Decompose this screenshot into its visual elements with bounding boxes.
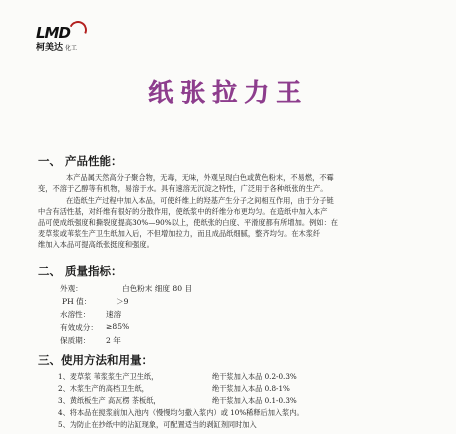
usage-item-text: 4、将本品在搅浆前加入池内（慢慢均匀撒入浆内）或 10%稀释后加入浆内。: [58, 408, 304, 417]
quality-row: [60, 283, 193, 294]
quality-row: [60, 322, 130, 333]
usage-item-text: 1、麦草浆 苇浆浆生产卫生纸，: [58, 372, 159, 381]
performance-p2-line2: 中含有活性基，对纤维有很好的分散作用，使纸浆中的纤维分布更均匀。在造纸中加入本产: [38, 207, 328, 216]
logo-company-name: 柯美达: [36, 43, 64, 53]
quality-value: 速溶: [106, 310, 122, 319]
usage-item-text: 5、为防止在抄纸中的沾缸现象，可配置适当的剥缸剂同时加入: [58, 420, 257, 429]
section-heading-usage: 三、使用方法和用量：: [38, 353, 153, 367]
quality-row: [60, 335, 121, 346]
quality-label: 有效成分：: [60, 323, 98, 332]
quality-label: 保质期：: [60, 336, 91, 345]
section-heading-quality: 二、 质量指标：: [38, 264, 123, 278]
usage-item-note: 绝干浆加入本品 0.2-0.3%: [212, 372, 297, 381]
logo-company-suffix: 化工: [65, 45, 78, 52]
quality-value: 2 年: [106, 336, 121, 345]
performance-p2-line1: 在造纸生产过程中加入本品，可使纤维上的羟基产生分子之间相互作用，由于分子链: [66, 196, 334, 205]
quality-label: 外观：: [60, 284, 83, 293]
quality-value: ≥85%: [106, 322, 130, 331]
quality-value: ＞9: [116, 297, 129, 306]
company-logo: [26, 24, 126, 53]
performance-p1-line1: 本产品属天然高分子聚合物，无毒，无味，外观呈现白色或黄色粉末，不易燃，不霉: [66, 173, 334, 182]
performance-p1-line2: 变，不溶于乙醇等有机物，易溶于水。具有速溶无沉淀之特性，广泛用于各种纸张的生产。: [38, 184, 328, 193]
performance-p2-line4: 麦草浆或苇浆生产卫生纸加入后，不但增加拉力，而且成品纸细腻，整齐均匀。在木浆纤: [38, 229, 321, 238]
usage-item-note: 绝干浆加入本品 0.8-1%: [212, 384, 290, 393]
usage-item: [58, 408, 304, 418]
logo-name: [36, 40, 77, 53]
page-title: 纸张拉力王: [147, 78, 308, 107]
performance-p2-line5: 维加入本品可提高纸张挺度和强度。: [38, 240, 154, 249]
quality-value: 白色粉末 细度 80 目: [122, 284, 193, 293]
performance-p2-line3: 品可使成纸强度和撕裂度提高30%—90%以上，使纸张的白度、平滑度都有所增加。例如：在: [38, 218, 339, 227]
section-heading-performance: 一、 产品性能：: [38, 154, 123, 168]
usage-item: [58, 396, 297, 406]
usage-item-text: 3、黄纸板生产 高瓦楞 茶板纸，: [58, 396, 161, 405]
usage-item: [58, 420, 257, 430]
usage-item: [58, 384, 290, 394]
usage-item-note: 绝干浆加入本品 0.1-0.3%: [212, 396, 297, 405]
logo-mark-text: LMD: [36, 24, 70, 42]
usage-item-text: 2、木浆生产的高档卫生纸，: [58, 384, 149, 393]
quality-label: 水溶性：: [60, 310, 91, 319]
quality-label: PH 值：: [62, 297, 92, 306]
quality-row: [62, 296, 129, 307]
quality-row: [60, 309, 122, 320]
usage-item: [58, 372, 297, 382]
